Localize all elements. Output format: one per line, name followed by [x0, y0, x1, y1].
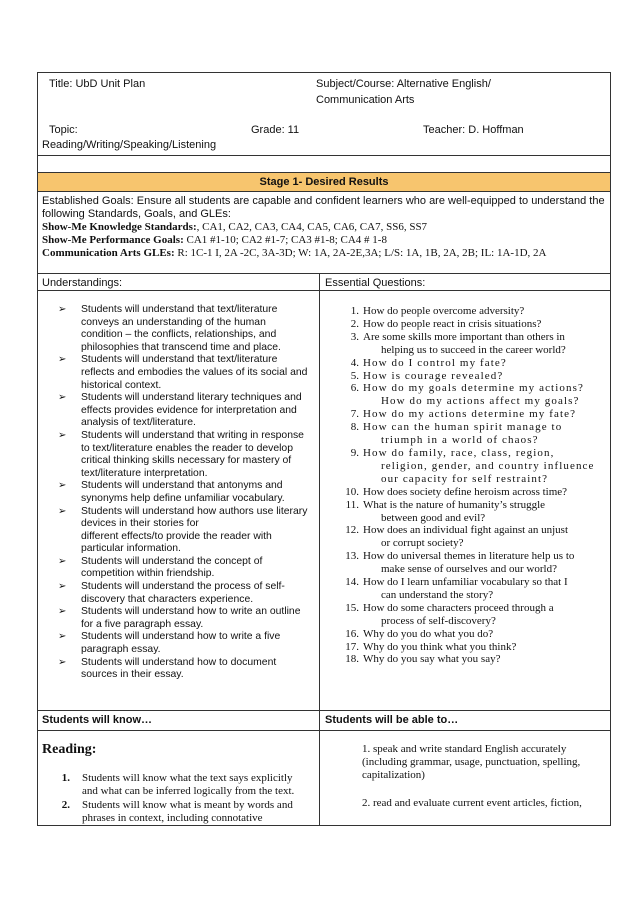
understanding-item [58, 354, 316, 392]
essential-question [343, 305, 611, 318]
understanding-item [58, 657, 316, 682]
knowledge-label: Show-Me Knowledge Standards: [42, 221, 197, 233]
question-line: helping us to succeed in the career world? [381, 343, 566, 356]
understanding-item [58, 506, 316, 556]
know-line: phrases in context, including connotative [82, 812, 263, 825]
know-line: and what can be inferred logically from the text. [82, 785, 295, 798]
arrow-bullet-icon: ➢ [58, 354, 67, 366]
divider [37, 273, 611, 274]
reading-heading: Reading: [42, 742, 97, 757]
essential-question [343, 576, 611, 602]
understanding-line: Students will understand how authors use literary [81, 505, 308, 517]
communication-gles [42, 247, 546, 260]
understanding-line: competition within friendship. [81, 568, 215, 580]
know-item [58, 772, 316, 799]
understanding-item [58, 392, 316, 430]
essential-question [343, 447, 611, 486]
essential-question [343, 641, 611, 654]
arrow-bullet-icon: ➢ [58, 429, 67, 441]
understanding-line: synonyms help define unfamiliar vocabulary. [81, 492, 285, 504]
understanding-line: discovery that characters experience. [81, 593, 254, 605]
understanding-line: different effects/to provide the reader with [81, 530, 272, 542]
question-line: How do people react in crisis situations? [363, 317, 542, 330]
question-number: 1. [350, 305, 359, 317]
essential-question [343, 628, 611, 641]
understanding-line: Students will understand that text/literature [81, 304, 278, 315]
understanding-item [58, 556, 316, 581]
understanding-item [58, 606, 316, 631]
question-line: How do people overcome adversity? [363, 305, 525, 317]
question-line: religion, gender, and country influence [381, 459, 595, 472]
divider [37, 710, 611, 711]
question-line: Are some skills more important than others in [363, 330, 565, 343]
able-item-2: 2. read and evaluate current event articles, fiction, [362, 797, 582, 809]
question-number: 12. [345, 524, 359, 537]
question-line: Why do you do what you do? [363, 627, 494, 640]
understanding-line: devices in their stories for [81, 518, 199, 530]
question-number: 14. [345, 576, 359, 589]
know-line: Students will know what the text says explicitly [82, 772, 293, 784]
question-line: Why do you say what you say? [363, 653, 501, 666]
question-line: make sense of ourselves and our world? [381, 563, 557, 576]
question-line: How do I learn unfamiliar vocabulary so that I [363, 576, 568, 589]
unit-title: Title: UbD Unit Plan [49, 78, 146, 90]
established-goals: Established Goals: Ensure all students are capable and confident learners who are well-equipped to understand the [42, 195, 605, 207]
question-line: How do my actions affect my goals? [381, 395, 580, 408]
question-line: How do some characters proceed through a [363, 601, 554, 614]
teacher-label: Teacher: D. Hoffman [423, 124, 524, 136]
question-line: How does an individual fight against an unjust [363, 524, 568, 537]
essential-question [343, 499, 611, 525]
column-divider [319, 273, 320, 826]
understanding-line: condition – the conflicts, relationships, and [81, 329, 277, 341]
question-line: between good and evil? [381, 511, 486, 524]
question-line: process of self-discovery? [381, 614, 496, 627]
understanding-line: Students will understand the process of self- [81, 581, 285, 593]
knowledge-standards [42, 221, 427, 234]
understanding-line: historical context. [81, 379, 162, 391]
established-goals-line2: following Standards, Goals, and GLEs: [42, 208, 231, 220]
understanding-line: Students will understand that text/literature [81, 354, 278, 366]
know-item [58, 799, 316, 826]
question-number: 8. [350, 421, 359, 434]
understanding-item [58, 304, 316, 354]
arrow-bullet-icon: ➢ [58, 392, 67, 404]
divider [37, 155, 611, 156]
arrow-bullet-icon: ➢ [58, 581, 67, 593]
understanding-line: Students will understand that writing in response [81, 429, 304, 441]
arrow-bullet-icon: ➢ [58, 555, 67, 567]
understanding-item [58, 480, 316, 505]
understandings-heading: Understandings: [42, 277, 123, 289]
question-number: 13. [345, 550, 359, 563]
question-line: How do I control my fate? [363, 356, 507, 369]
performance-label: Show-Me Performance Goals: [42, 234, 184, 246]
understanding-line: for a five paragraph essay. [81, 618, 204, 630]
essential-question [343, 550, 611, 576]
question-line: or corrupt society? [381, 537, 464, 550]
topic-value: Reading/Writing/Speaking/Listening [42, 139, 217, 151]
question-number: 18. [345, 653, 359, 666]
able-item-1-line: (including grammar, usage, punctuation, spelling, [362, 756, 581, 769]
divider [37, 290, 611, 291]
understanding-line: Students will understand literary techniques and [81, 392, 302, 404]
able-item-1 [362, 743, 580, 783]
understanding-item [58, 581, 316, 606]
understanding-line: Students will understand how to write an outline [81, 606, 301, 618]
essential-question [343, 653, 611, 666]
subject-course-line2: Communication Arts [316, 94, 415, 106]
essential-questions-list [343, 305, 611, 666]
essential-question [343, 486, 611, 499]
students-will-know-heading: Students will know… [42, 714, 153, 726]
question-number: 17. [345, 640, 359, 653]
performance-goals [42, 234, 387, 247]
essential-question [343, 331, 611, 357]
question-number: 11. [345, 498, 359, 511]
question-number: 10. [345, 485, 359, 498]
essential-question [343, 382, 611, 408]
essential-question [343, 318, 611, 331]
know-line: Students will know what is meant by words and [82, 798, 293, 811]
question-number: 16. [345, 627, 359, 640]
question-number: 5. [350, 369, 359, 382]
arrow-bullet-icon: ➢ [58, 606, 67, 618]
question-line: our capacity for self restraint? [381, 472, 549, 485]
subject-course: Subject/Course: Alternative English/ [316, 78, 491, 90]
able-item-1-line: capitalization) [362, 769, 425, 782]
understanding-item [58, 631, 316, 656]
performance-value: CA1 #1-10; CA2 #1-7; CA3 #1-8; CA4 # 1-8 [183, 234, 387, 246]
understanding-line: paragraph essay. [81, 644, 161, 656]
question-line: How do my actions determine my fate? [363, 408, 577, 421]
essential-question [343, 421, 611, 447]
divider [37, 730, 611, 731]
question-line: How do my goals determine my actions? [363, 382, 584, 395]
understanding-line: text/literature interpretation. [81, 467, 208, 479]
essential-question [343, 408, 611, 421]
know-list [58, 772, 316, 826]
understanding-line: conveys an understanding of the human [81, 316, 266, 328]
students-able-heading: Students will be able to… [325, 714, 459, 726]
essential-question [343, 357, 611, 370]
essential-question [343, 524, 611, 550]
arrow-bullet-icon: ➢ [58, 304, 67, 315]
essential-questions-heading: Essential Questions: [325, 277, 426, 289]
question-line: How can the human spirit manage to [363, 421, 563, 434]
understanding-line: analysis of text/literature. [81, 417, 196, 429]
question-number: 15. [345, 601, 359, 614]
understanding-line: Students will understand how to document [81, 656, 277, 668]
question-number: 7. [350, 408, 359, 421]
understanding-line: Students will understand the concept of [81, 555, 263, 567]
question-number: 4. [350, 356, 359, 369]
question-line: What is the nature of humanity’s struggle [363, 498, 546, 511]
understanding-line: Students will understand that antonyms and [81, 480, 283, 492]
question-line: How do family, race, class, region, [363, 446, 555, 459]
question-number: 3. [350, 330, 359, 343]
arrow-bullet-icon: ➢ [58, 631, 67, 643]
understanding-line: critical thinking skills necessary for mastery of [81, 455, 292, 467]
stage-title: Stage 1- Desired Results [259, 176, 389, 188]
knowledge-value: , CA1, CA2, CA3, CA4, CA5, CA6, CA7, SS6, SS7 [196, 221, 428, 233]
understanding-line: Students will understand how to write a five [81, 631, 281, 643]
essential-question [343, 602, 611, 628]
understanding-line: reflects and embodies the values of its social and [81, 366, 308, 378]
question-number: 2. [350, 317, 359, 330]
question-line: can understand the story? [381, 588, 494, 601]
able-item-1-line: 1. speak and write standard English accurately [362, 743, 567, 755]
question-number: 6. [350, 382, 359, 395]
essential-question [343, 370, 611, 383]
understanding-line: sources in their essay. [81, 669, 184, 681]
arrow-bullet-icon: ➢ [58, 480, 67, 492]
gles-value: R: 1C-1 I, 2A -2C, 3A-3D; W: 1A, 2A-2E,3A; L/S: 1A, 1B, 2A, 2B; IL: 1A-1D, 2A [174, 247, 547, 259]
arrow-bullet-icon: ➢ [58, 505, 67, 517]
divider [37, 191, 611, 192]
understandings-list [58, 304, 316, 682]
understanding-item [58, 430, 316, 480]
topic-label: Topic: [49, 124, 78, 136]
question-number: 9. [350, 446, 359, 459]
question-line: How does society define heroism across time? [363, 485, 568, 498]
question-line: How is courage revealed? [363, 369, 504, 382]
grade-label: Grade: 11 [251, 124, 300, 136]
question-line: Why do you think what you think? [363, 640, 517, 653]
question-line: triumph in a world of chaos? [381, 434, 539, 447]
know-number: 2. [61, 798, 70, 811]
gles-label: Communication Arts GLEs: [42, 247, 175, 259]
understanding-line: effects provides evidence for interpretation and [81, 404, 297, 416]
understanding-line: philosophies that transcend time and place. [81, 341, 281, 353]
know-number: 1. [61, 772, 70, 784]
question-line: How do universal themes in literature help us to [363, 550, 575, 563]
understanding-line: to text/literature enables the reader to develop [81, 442, 293, 454]
arrow-bullet-icon: ➢ [58, 656, 67, 668]
understanding-line: particular information. [81, 543, 181, 555]
